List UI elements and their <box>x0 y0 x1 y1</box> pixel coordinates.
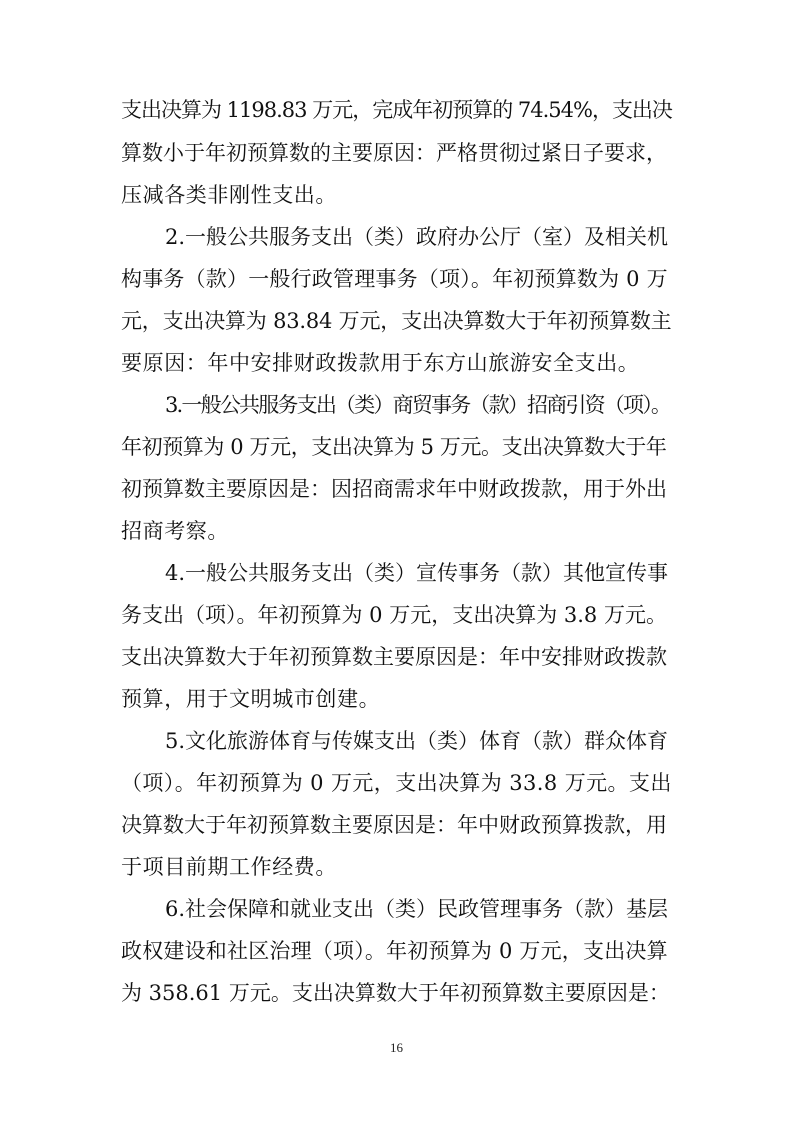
text-line <box>0 601 793 629</box>
line-text: 于项目前期工作经费。 <box>121 855 337 879</box>
text-line <box>0 643 793 671</box>
text-line <box>0 391 793 419</box>
line-text: 务支出（项）。年初预算为 0 万元，支出决算为 3.8 万元。 <box>121 603 667 627</box>
text-line <box>0 895 793 923</box>
line-text: 元，支出决算为 83.84 万元，支出决算数大于年初预算数主 <box>121 309 672 333</box>
text-line <box>0 685 793 713</box>
text-line <box>0 349 793 377</box>
text-line <box>0 307 793 335</box>
text-line <box>0 727 793 755</box>
line-text: 初预算数主要原因是：因招商需求年中财政拨款，用于外出 <box>121 477 667 501</box>
text-line <box>0 96 793 124</box>
text-line <box>0 265 793 293</box>
line-text: 4.一般公共服务支出（类）宣传事务（款）其他宣传事 <box>165 561 669 585</box>
text-line <box>0 475 793 503</box>
line-text: 支出决算为 1198.83 万元，完成年初预算的 74.54%，支出决 <box>121 98 672 122</box>
text-line <box>0 139 793 167</box>
text-line <box>0 853 793 881</box>
line-text: （项）。年初预算为 0 万元，支出决算为 33.8 万元。支出 <box>121 771 672 795</box>
line-text: 预算，用于文明城市创建。 <box>121 687 381 711</box>
line-text: 2.一般公共服务支出（类）政府办公厅（室）及相关机 <box>165 225 669 249</box>
line-text: 5.文化旅游体育与传媒支出（类）体育（款）群众体育 <box>165 729 669 753</box>
text-line <box>0 811 793 839</box>
line-text: 招商考察。 <box>121 519 229 543</box>
line-text: 3.一般公共服务支出（类）商贸事务（款）招商引资（项）。 <box>165 393 671 417</box>
line-text: 年初预算为 0 万元，支出决算为 5 万元。支出决算数大于年 <box>121 435 667 459</box>
line-text: 6.社会保障和就业支出（类）民政管理事务（款）基层 <box>165 897 669 921</box>
text-line <box>0 769 793 797</box>
text-line <box>0 937 793 965</box>
line-text: 决算数大于年初预算数主要原因是：年中财政预算拨款，用 <box>121 813 667 837</box>
page-number: 16 <box>390 1040 403 1055</box>
text-line <box>0 433 793 461</box>
text-line <box>0 517 793 545</box>
text-line <box>0 181 793 209</box>
line-text: 支出决算数大于年初预算数主要原因是：年中安排财政拨款 <box>121 645 667 669</box>
line-text: 政权建设和社区治理（项）。年初预算为 0 万元，支出决算 <box>121 939 668 963</box>
line-text: 压减各类非刚性支出。 <box>121 183 337 207</box>
text-line <box>0 979 793 1007</box>
text-line <box>0 559 793 587</box>
line-text: 算数小于年初预算数的主要原因：严格贯彻过紧日子要求， <box>121 141 667 165</box>
line-text: 为 358.61 万元。支出决算数大于年初预算数主要原因是： <box>121 981 670 1005</box>
line-text: 构事务（款）一般行政管理事务（项）。年初预算数为 0 万 <box>121 267 668 291</box>
line-text: 要原因：年中安排财政拨款用于东方山旅游安全支出。 <box>121 351 640 375</box>
text-line <box>0 223 793 251</box>
